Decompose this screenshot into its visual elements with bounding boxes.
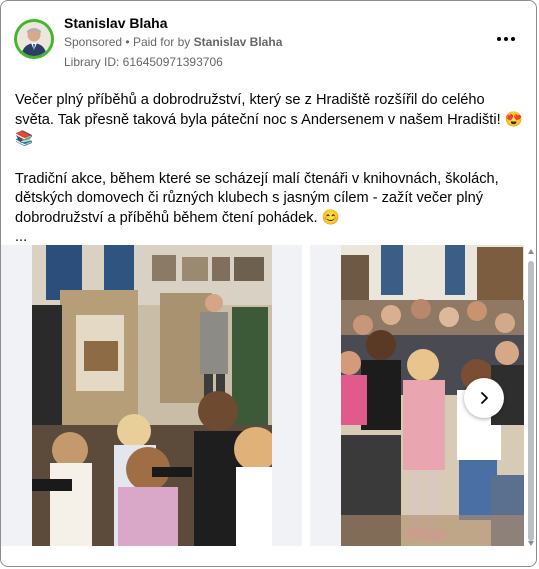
more-options-icon[interactable] [496, 31, 518, 47]
sponsored-label[interactable]: Sponsored [64, 35, 123, 49]
library-id: Library ID: 616450971393706 [64, 55, 223, 69]
vertical-scrollbar[interactable] [527, 245, 535, 550]
post-paragraph-1: Večer plný příběhů a dobrodružství, který se z Hradiště rozšířil do celého světa. Tak přesně taková byla páteční noc s Andersenem v našem Hradišti! 😍 📚 [15, 92, 523, 147]
carousel-tile-1[interactable] [1, 245, 302, 546]
post-paragraph-2: Tradiční akce, během které se scházejí malí čtenáři v knihovnách, školách, dětských domovech či různých klubech s jasným cílem - zažít večer plný dobrodružství a příběhů během čtení pohádek. 😊 [15, 170, 499, 226]
post-text [15, 91, 527, 248]
carousel-next-button[interactable] [464, 378, 504, 418]
separator-dot: • [125, 35, 130, 49]
media-carousel [1, 245, 524, 546]
scroll-down-arrow-icon[interactable] [528, 541, 534, 546]
paid-for-prefix: Paid for by [132, 35, 191, 49]
see-more-ellipsis[interactable]: ... [15, 229, 28, 245]
avatar-photo [17, 22, 51, 56]
carousel-photo-1 [32, 245, 272, 546]
paid-for-name[interactable]: Stanislav Blaha [193, 35, 283, 49]
sponsored-line [64, 35, 282, 49]
scrollbar-thumb[interactable] [528, 261, 534, 541]
chevron-right-icon [476, 390, 492, 406]
scroll-up-arrow-icon[interactable] [528, 249, 534, 254]
author-name[interactable]: Stanislav Blaha [64, 15, 168, 31]
avatar[interactable] [14, 19, 54, 59]
